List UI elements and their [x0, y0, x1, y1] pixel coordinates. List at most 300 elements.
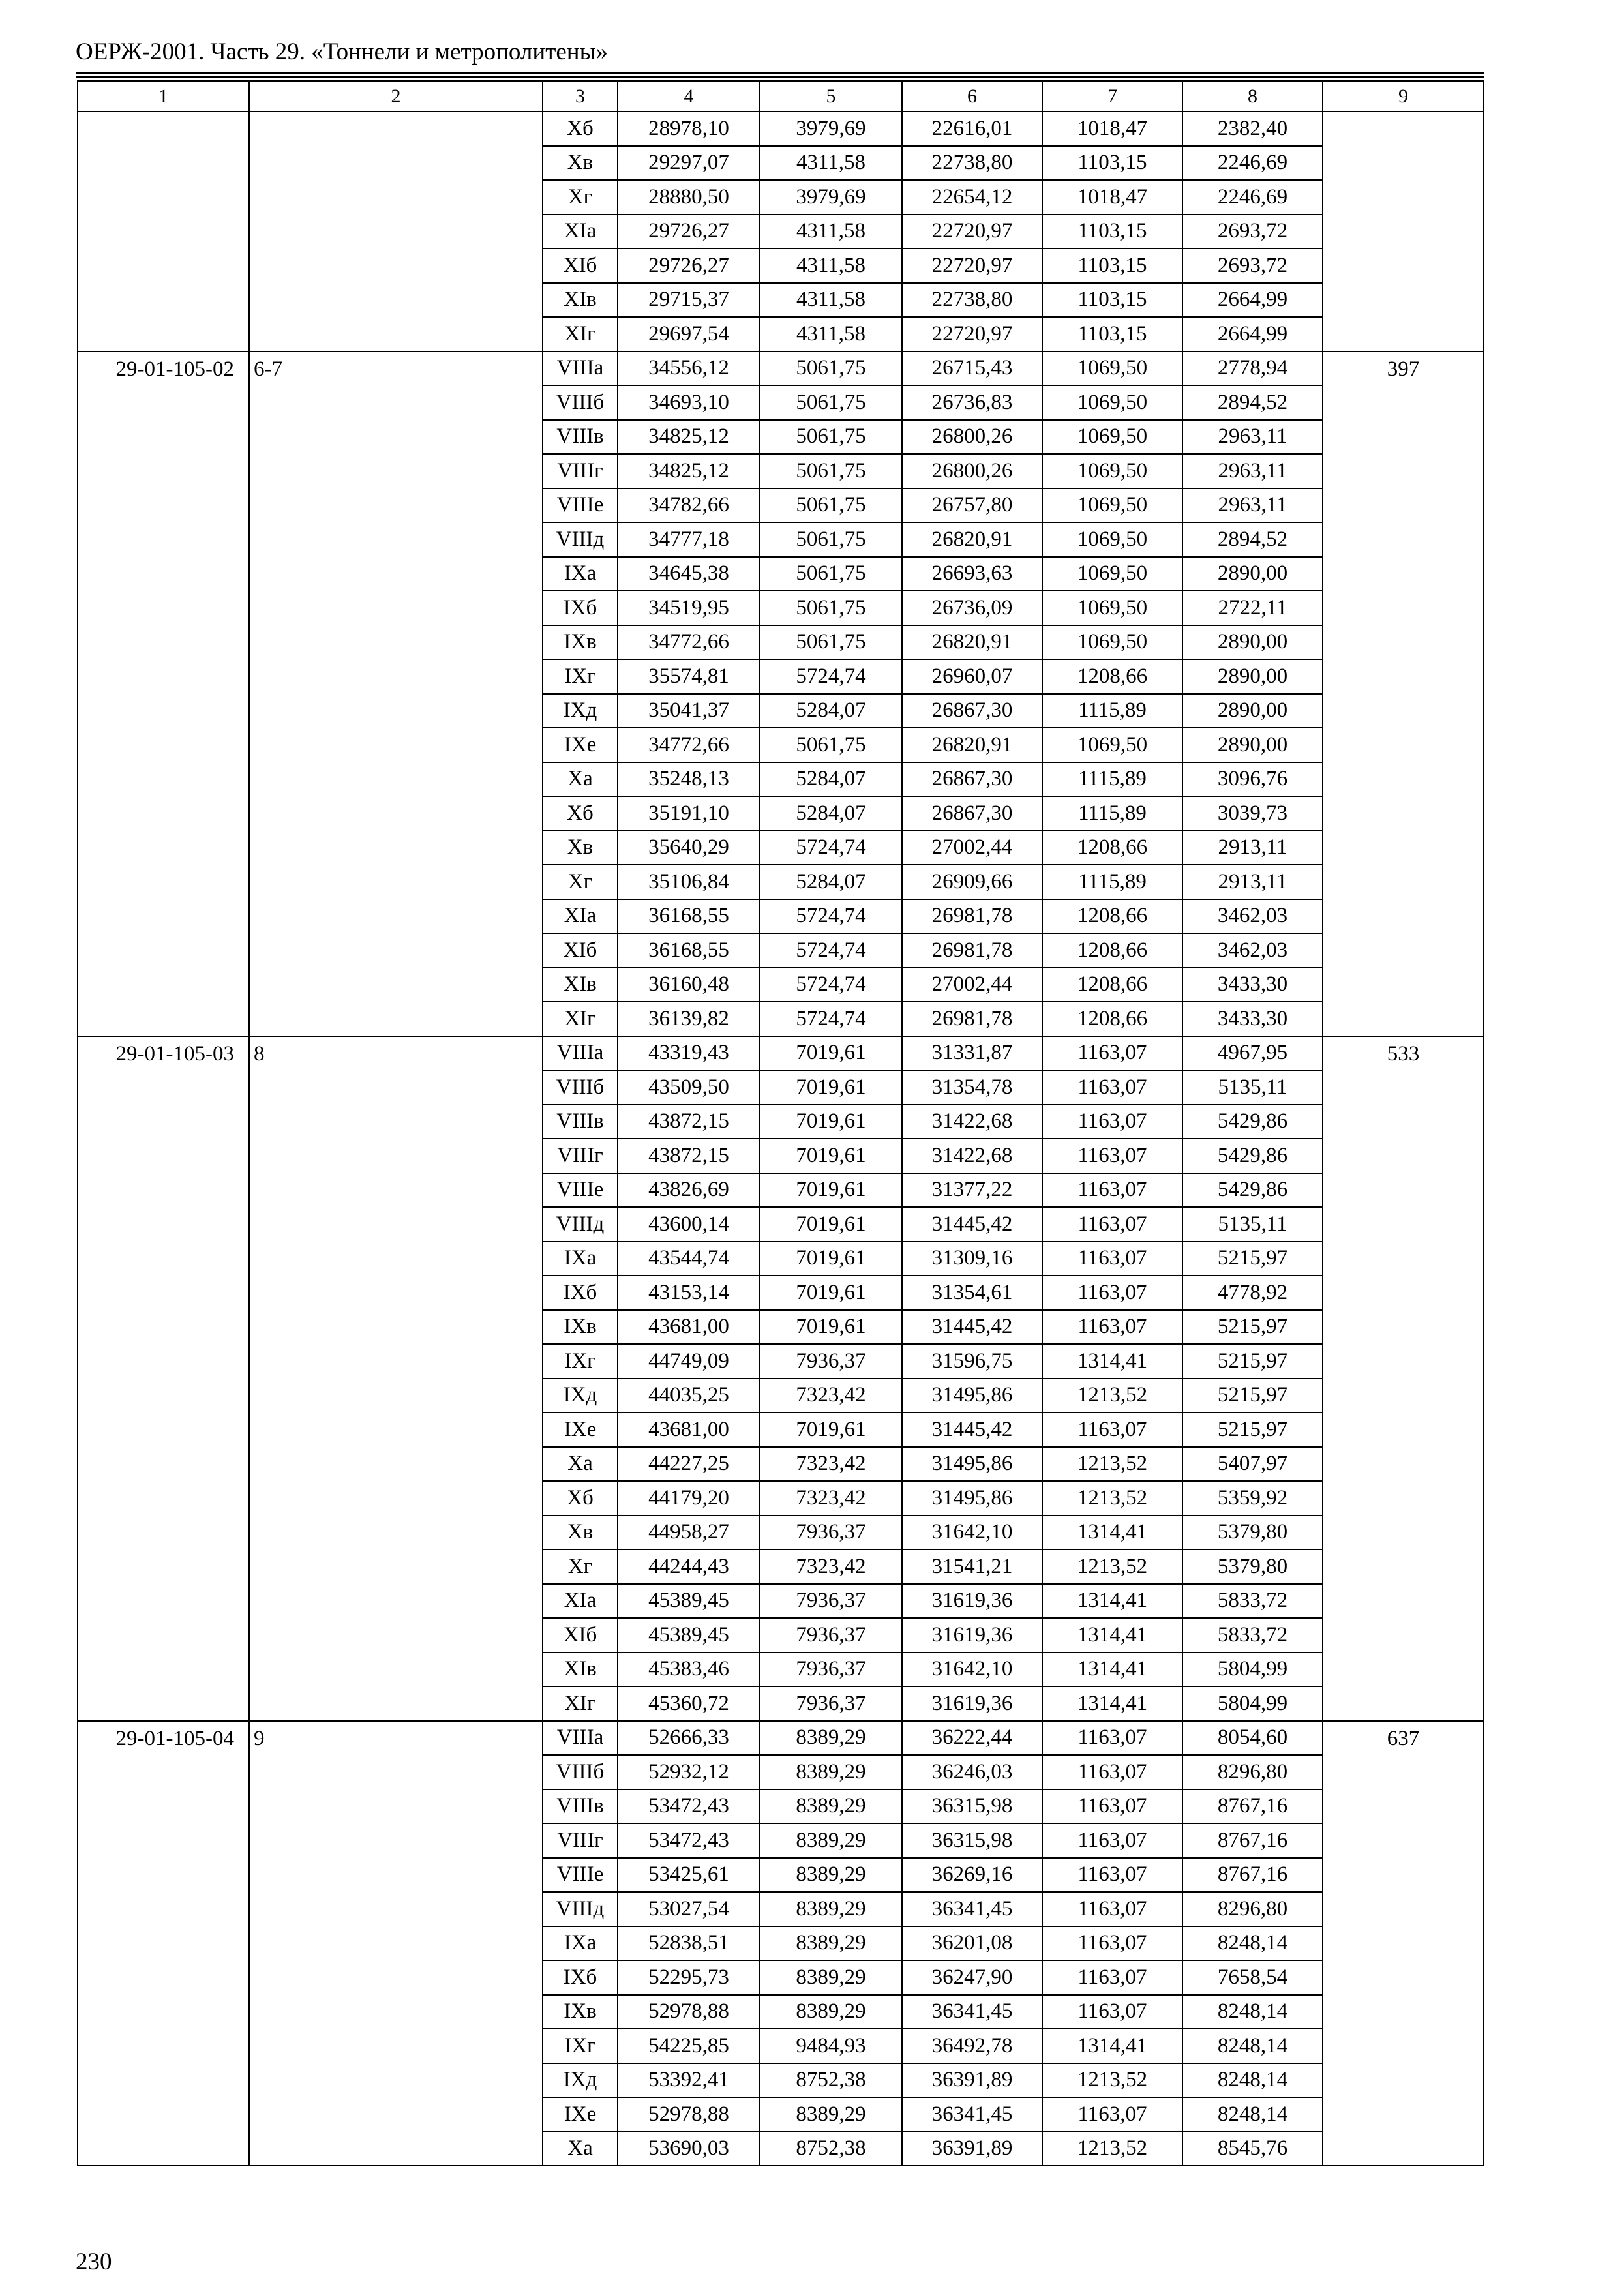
- labor-cost-cell: 8389,29: [760, 1721, 902, 1756]
- materials-cost-cell: 8296,80: [1182, 1892, 1323, 1926]
- materials-cost-cell: 5833,72: [1182, 1584, 1323, 1619]
- total-cost-cell: 43509,50: [618, 1070, 760, 1105]
- labor-cost-cell: 4311,58: [760, 146, 902, 181]
- column-2-cell: 8: [249, 1036, 543, 1721]
- materials-cost-cell: 8248,14: [1182, 2029, 1323, 2063]
- machine-cost-cell: 26909,66: [902, 865, 1042, 899]
- total-cost-cell: 44244,43: [618, 1549, 760, 1584]
- machine-cost-cell: 31445,42: [902, 1413, 1042, 1447]
- operator-wage-cell: 1314,41: [1042, 1653, 1182, 1687]
- category-cell: VIIIв: [543, 1105, 618, 1139]
- category-cell: VIIIе: [543, 488, 618, 523]
- category-cell: VIIIг: [543, 454, 618, 488]
- column-number-cell: 4: [618, 81, 760, 112]
- total-cost-cell: 52666,33: [618, 1721, 760, 1756]
- materials-cost-cell: 2664,99: [1182, 283, 1323, 318]
- labor-cost-cell: 7323,42: [760, 1549, 902, 1584]
- operator-wage-cell: 1115,89: [1042, 762, 1182, 797]
- total-cost-cell: 35041,37: [618, 694, 760, 728]
- category-cell: IXд: [543, 2063, 618, 2098]
- operator-wage-cell: 1163,07: [1042, 1892, 1182, 1926]
- machine-cost-cell: 31495,86: [902, 1379, 1042, 1413]
- operator-wage-cell: 1213,52: [1042, 2132, 1182, 2166]
- category-cell: Xг: [543, 180, 618, 215]
- total-cost-cell: 43319,43: [618, 1036, 760, 1071]
- labor-cost-cell: 5061,75: [760, 591, 902, 625]
- materials-cost-cell: 8248,14: [1182, 1926, 1323, 1961]
- total-cost-cell: 53425,61: [618, 1858, 760, 1893]
- category-cell: IXа: [543, 1242, 618, 1276]
- labor-cost-cell: 7936,37: [760, 1584, 902, 1619]
- category-cell: VIIIд: [543, 1892, 618, 1926]
- labor-cost-cell: 8389,29: [760, 2097, 902, 2132]
- labor-cost-cell: 5061,75: [760, 488, 902, 523]
- machine-cost-cell: 36247,90: [902, 1960, 1042, 1995]
- labor-cost-cell: 8389,29: [760, 1823, 902, 1858]
- operator-wage-cell: 1163,07: [1042, 1173, 1182, 1208]
- category-cell: IXа: [543, 1926, 618, 1961]
- machine-cost-cell: 36341,45: [902, 2097, 1042, 2132]
- operator-wage-cell: 1163,07: [1042, 1139, 1182, 1173]
- operator-wage-cell: 1103,15: [1042, 146, 1182, 181]
- labor-cost-cell: 5061,75: [760, 420, 902, 455]
- machine-cost-cell: 27002,44: [902, 968, 1042, 1002]
- category-cell: IXа: [543, 557, 618, 591]
- labor-cost-cell: 5724,74: [760, 899, 902, 934]
- labor-cost-cell: 5724,74: [760, 1002, 902, 1036]
- labor-cost-cell: 8389,29: [760, 1892, 902, 1926]
- category-cell: IXб: [543, 1276, 618, 1310]
- total-cost-cell: 34645,38: [618, 557, 760, 591]
- total-cost-cell: 34825,12: [618, 420, 760, 455]
- labor-cost-cell: 7019,61: [760, 1276, 902, 1310]
- total-cost-cell: 29697,54: [618, 317, 760, 352]
- operator-wage-cell: 1103,15: [1042, 215, 1182, 249]
- category-cell: Xа: [543, 1447, 618, 1482]
- machine-cost-cell: 36391,89: [902, 2132, 1042, 2166]
- machine-cost-cell: 31619,36: [902, 1584, 1042, 1619]
- total-cost-cell: 43600,14: [618, 1207, 760, 1242]
- column-2-cell: 9: [249, 1721, 543, 2166]
- total-cost-cell: 28880,50: [618, 180, 760, 215]
- category-cell: IXб: [543, 1960, 618, 1995]
- machine-cost-cell: 26981,78: [902, 899, 1042, 934]
- operator-wage-cell: 1163,07: [1042, 1105, 1182, 1139]
- machine-cost-cell: 26693,63: [902, 557, 1042, 591]
- category-cell: Xв: [543, 1516, 618, 1550]
- total-cost-cell: 34519,95: [618, 591, 760, 625]
- operator-wage-cell: 1208,66: [1042, 933, 1182, 968]
- operator-wage-cell: 1163,07: [1042, 1276, 1182, 1310]
- operator-wage-cell: 1163,07: [1042, 1070, 1182, 1105]
- materials-cost-cell: 3039,73: [1182, 796, 1323, 831]
- materials-cost-cell: 2963,11: [1182, 420, 1323, 455]
- total-cost-cell: 52932,12: [618, 1755, 760, 1789]
- materials-cost-cell: 2246,69: [1182, 180, 1323, 215]
- category-cell: VIIIв: [543, 420, 618, 455]
- column-number-cell: 9: [1323, 81, 1484, 112]
- total-cost-cell: 35248,13: [618, 762, 760, 797]
- category-cell: IXв: [543, 1995, 618, 2029]
- total-cost-cell: 36168,55: [618, 933, 760, 968]
- labor-cost-cell: 5061,75: [760, 557, 902, 591]
- materials-cost-cell: 2890,00: [1182, 625, 1323, 660]
- total-cost-cell: 36160,48: [618, 968, 760, 1002]
- materials-cost-cell: 3433,30: [1182, 1002, 1323, 1036]
- category-cell: VIIIб: [543, 1755, 618, 1789]
- total-cost-cell: 35574,81: [618, 659, 760, 694]
- category-cell: Xв: [543, 146, 618, 181]
- operator-wage-cell: 1163,07: [1042, 1789, 1182, 1824]
- total-cost-cell: 34825,12: [618, 454, 760, 488]
- category-cell: VIIIа: [543, 352, 618, 386]
- header-rule: [76, 72, 1484, 74]
- operator-wage-cell: 1213,52: [1042, 1481, 1182, 1516]
- materials-cost-cell: 5429,86: [1182, 1173, 1323, 1208]
- materials-cost-cell: 5379,80: [1182, 1516, 1323, 1550]
- header-rule-secondary: [76, 76, 1484, 78]
- labor-cost-cell: 8389,29: [760, 1960, 902, 1995]
- machine-cost-cell: 26736,83: [902, 385, 1042, 420]
- machine-cost-cell: 31377,22: [902, 1173, 1042, 1208]
- total-cost-cell: 44749,09: [618, 1344, 760, 1379]
- category-cell: IXг: [543, 1344, 618, 1379]
- labor-cost-cell: 7019,61: [760, 1207, 902, 1242]
- materials-cost-cell: 2664,99: [1182, 317, 1323, 352]
- machine-cost-cell: 26820,91: [902, 728, 1042, 762]
- labor-cost-cell: 8389,29: [760, 1858, 902, 1893]
- labor-cost-cell: 7323,42: [760, 1379, 902, 1413]
- operator-wage-cell: 1069,50: [1042, 728, 1182, 762]
- machine-cost-cell: 22720,97: [902, 248, 1042, 283]
- operator-wage-cell: 1208,66: [1042, 831, 1182, 865]
- total-cost-cell: 43153,14: [618, 1276, 760, 1310]
- materials-cost-cell: 2913,11: [1182, 865, 1323, 899]
- labor-cost-cell: 5061,75: [760, 454, 902, 488]
- category-cell: Xб: [543, 112, 618, 146]
- total-cost-cell: 45360,72: [618, 1686, 760, 1721]
- column-number-cell: 1: [78, 81, 249, 112]
- operator-wage-cell: 1103,15: [1042, 317, 1182, 352]
- total-cost-cell: 35191,10: [618, 796, 760, 831]
- category-cell: IXд: [543, 1379, 618, 1413]
- total-cost-cell: 34556,12: [618, 352, 760, 386]
- labor-cost-cell: 5061,75: [760, 728, 902, 762]
- operator-wage-cell: 1018,47: [1042, 180, 1182, 215]
- machine-cost-cell: 26981,78: [902, 933, 1042, 968]
- materials-cost-cell: 5215,97: [1182, 1413, 1323, 1447]
- materials-cost-cell: 2890,00: [1182, 557, 1323, 591]
- column-number-cell: 6: [902, 81, 1042, 112]
- labor-cost-cell: 7019,61: [760, 1036, 902, 1071]
- total-cost-cell: 43872,15: [618, 1105, 760, 1139]
- operator-wage-cell: 1314,41: [1042, 1516, 1182, 1550]
- machine-cost-cell: 26715,43: [902, 352, 1042, 386]
- total-cost-cell: 45389,45: [618, 1618, 760, 1653]
- rate-code-cell: 29-01-105-02: [78, 352, 249, 1036]
- labor-cost-cell: 5724,74: [760, 933, 902, 968]
- total-cost-cell: 34772,66: [618, 728, 760, 762]
- labor-cost-cell: 3979,69: [760, 180, 902, 215]
- materials-cost-cell: 2890,00: [1182, 694, 1323, 728]
- labor-cost-cell: 4311,58: [760, 317, 902, 352]
- category-cell: VIIIг: [543, 1823, 618, 1858]
- operator-wage-cell: 1103,15: [1042, 248, 1182, 283]
- labor-cost-cell: 7936,37: [760, 1618, 902, 1653]
- machine-cost-cell: 31495,86: [902, 1447, 1042, 1482]
- operator-wage-cell: 1163,07: [1042, 1926, 1182, 1961]
- table-row: [78, 112, 1484, 146]
- category-cell: Xг: [543, 1549, 618, 1584]
- total-cost-cell: 43681,00: [618, 1413, 760, 1447]
- operator-wage-cell: 1163,07: [1042, 1721, 1182, 1756]
- machine-cost-cell: 36201,08: [902, 1926, 1042, 1961]
- labor-cost-cell: 8389,29: [760, 1995, 902, 2029]
- total-cost-cell: 43872,15: [618, 1139, 760, 1173]
- labor-cost-cell: 7323,42: [760, 1447, 902, 1482]
- machine-cost-cell: 26981,78: [902, 1002, 1042, 1036]
- total-cost-cell: 52295,73: [618, 1960, 760, 1995]
- operator-wage-cell: 1163,07: [1042, 2097, 1182, 2132]
- total-cost-cell: 29297,07: [618, 146, 760, 181]
- labor-cost-cell: 7019,61: [760, 1139, 902, 1173]
- materials-cost-cell: 2963,11: [1182, 454, 1323, 488]
- machine-cost-cell: 22738,80: [902, 146, 1042, 181]
- machine-cost-cell: 36341,45: [902, 1892, 1042, 1926]
- category-cell: IXв: [543, 1310, 618, 1345]
- materials-cost-cell: 8545,76: [1182, 2132, 1323, 2166]
- machine-cost-cell: 26757,80: [902, 488, 1042, 523]
- operator-wage-cell: 1163,07: [1042, 1960, 1182, 1995]
- materials-cost-cell: 3462,03: [1182, 933, 1323, 968]
- machine-cost-cell: 26820,91: [902, 522, 1042, 557]
- machine-cost-cell: 31422,68: [902, 1139, 1042, 1173]
- operator-wage-cell: 1115,89: [1042, 865, 1182, 899]
- operator-wage-cell: 1208,66: [1042, 659, 1182, 694]
- labor-cost-cell: 4311,58: [760, 248, 902, 283]
- machine-cost-cell: 36315,98: [902, 1823, 1042, 1858]
- labor-cost-cell: 5061,75: [760, 522, 902, 557]
- labor-cost-cell: 5061,75: [760, 352, 902, 386]
- labor-cost-cell: 3979,69: [760, 112, 902, 146]
- category-cell: IXе: [543, 728, 618, 762]
- page-header: ОЕРЖ-2001. Часть 29. «Тоннели и метрополитены»: [76, 38, 608, 65]
- labor-cost-cell: 7936,37: [760, 1344, 902, 1379]
- operator-wage-cell: 1115,89: [1042, 796, 1182, 831]
- total-cost-cell: 52838,51: [618, 1926, 760, 1961]
- machine-cost-cell: 22654,12: [902, 180, 1042, 215]
- materials-cost-cell: 5215,97: [1182, 1379, 1323, 1413]
- category-cell: VIIIб: [543, 1070, 618, 1105]
- category-cell: XIа: [543, 1584, 618, 1619]
- labor-cost-cell: 8752,38: [760, 2132, 902, 2166]
- materials-cost-cell: 2693,72: [1182, 248, 1323, 283]
- total-cost-cell: 44035,25: [618, 1379, 760, 1413]
- machine-cost-cell: 31495,86: [902, 1481, 1042, 1516]
- machine-cost-cell: 31309,16: [902, 1242, 1042, 1276]
- total-cost-cell: 54225,85: [618, 2029, 760, 2063]
- rate-code-cell: 29-01-105-03: [78, 1036, 249, 1721]
- category-cell: Xв: [543, 831, 618, 865]
- total-cost-cell: 43544,74: [618, 1242, 760, 1276]
- category-cell: XIв: [543, 968, 618, 1002]
- total-cost-cell: 44958,27: [618, 1516, 760, 1550]
- materials-cost-cell: 4778,92: [1182, 1276, 1323, 1310]
- category-cell: VIIIе: [543, 1858, 618, 1893]
- category-cell: VIIIе: [543, 1173, 618, 1208]
- materials-cost-cell: 2246,69: [1182, 146, 1323, 181]
- labor-cost-cell: 7936,37: [760, 1653, 902, 1687]
- labor-cost-cell: 7019,61: [760, 1105, 902, 1139]
- machine-cost-cell: 31422,68: [902, 1105, 1042, 1139]
- machine-cost-cell: 31642,10: [902, 1653, 1042, 1687]
- operator-wage-cell: 1213,52: [1042, 2063, 1182, 2098]
- machine-cost-cell: 31541,21: [902, 1549, 1042, 1584]
- total-cost-cell: 35106,84: [618, 865, 760, 899]
- column-2-cell: 6-7: [249, 352, 543, 1036]
- category-cell: Xг: [543, 865, 618, 899]
- category-cell: IXб: [543, 591, 618, 625]
- machine-cost-cell: 31445,42: [902, 1310, 1042, 1345]
- total-cost-cell: 53472,43: [618, 1789, 760, 1824]
- operator-wage-cell: 1163,07: [1042, 1755, 1182, 1789]
- operator-wage-cell: 1314,41: [1042, 2029, 1182, 2063]
- materials-cost-cell: 3433,30: [1182, 968, 1323, 1002]
- materials-cost-cell: 2778,94: [1182, 352, 1323, 386]
- materials-cost-cell: 2963,11: [1182, 488, 1323, 523]
- labor-hours-cell: 637: [1323, 1721, 1484, 2166]
- machine-cost-cell: 26867,30: [902, 796, 1042, 831]
- table-row: [78, 1036, 1484, 1071]
- machine-cost-cell: 31354,61: [902, 1276, 1042, 1310]
- column-2-cell: [249, 112, 543, 352]
- category-cell: IXе: [543, 2097, 618, 2132]
- machine-cost-cell: 31354,78: [902, 1070, 1042, 1105]
- materials-cost-cell: 2722,11: [1182, 591, 1323, 625]
- labor-cost-cell: 8752,38: [760, 2063, 902, 2098]
- operator-wage-cell: 1069,50: [1042, 625, 1182, 660]
- total-cost-cell: 53027,54: [618, 1892, 760, 1926]
- machine-cost-cell: 22720,97: [902, 215, 1042, 249]
- materials-cost-cell: 7658,54: [1182, 1960, 1323, 1995]
- total-cost-cell: 29726,27: [618, 248, 760, 283]
- machine-cost-cell: 36341,45: [902, 1995, 1042, 2029]
- machine-cost-cell: 31445,42: [902, 1207, 1042, 1242]
- materials-cost-cell: 2913,11: [1182, 831, 1323, 865]
- total-cost-cell: 34777,18: [618, 522, 760, 557]
- machine-cost-cell: 26960,07: [902, 659, 1042, 694]
- operator-wage-cell: 1069,50: [1042, 420, 1182, 455]
- category-cell: IXд: [543, 694, 618, 728]
- rates-table: [77, 80, 1484, 2166]
- labor-cost-cell: 5284,07: [760, 865, 902, 899]
- labor-cost-cell: 7936,37: [760, 1686, 902, 1721]
- operator-wage-cell: 1069,50: [1042, 385, 1182, 420]
- operator-wage-cell: 1103,15: [1042, 283, 1182, 318]
- labor-cost-cell: 5724,74: [760, 968, 902, 1002]
- materials-cost-cell: 5407,97: [1182, 1447, 1323, 1482]
- total-cost-cell: 29715,37: [618, 283, 760, 318]
- labor-cost-cell: 8389,29: [760, 1926, 902, 1961]
- category-cell: VIIIб: [543, 385, 618, 420]
- operator-wage-cell: 1163,07: [1042, 1036, 1182, 1071]
- total-cost-cell: 45383,46: [618, 1653, 760, 1687]
- labor-cost-cell: 5061,75: [760, 625, 902, 660]
- materials-cost-cell: 5804,99: [1182, 1653, 1323, 1687]
- operator-wage-cell: 1314,41: [1042, 1686, 1182, 1721]
- total-cost-cell: 34772,66: [618, 625, 760, 660]
- category-cell: IXг: [543, 659, 618, 694]
- materials-cost-cell: 8054,60: [1182, 1721, 1323, 1756]
- total-cost-cell: 52978,88: [618, 2097, 760, 2132]
- total-cost-cell: 34782,66: [618, 488, 760, 523]
- machine-cost-cell: 26736,09: [902, 591, 1042, 625]
- operator-wage-cell: 1069,50: [1042, 488, 1182, 523]
- materials-cost-cell: 2890,00: [1182, 728, 1323, 762]
- operator-wage-cell: 1163,07: [1042, 1823, 1182, 1858]
- operator-wage-cell: 1163,07: [1042, 1995, 1182, 2029]
- total-cost-cell: 29726,27: [618, 215, 760, 249]
- materials-cost-cell: 8248,14: [1182, 2063, 1323, 2098]
- machine-cost-cell: 31642,10: [902, 1516, 1042, 1550]
- operator-wage-cell: 1018,47: [1042, 112, 1182, 146]
- category-cell: XIб: [543, 933, 618, 968]
- category-cell: Xа: [543, 762, 618, 797]
- category-cell: Xа: [543, 2132, 618, 2166]
- operator-wage-cell: 1208,66: [1042, 1002, 1182, 1036]
- total-cost-cell: 53690,03: [618, 2132, 760, 2166]
- machine-cost-cell: 27002,44: [902, 831, 1042, 865]
- labor-cost-cell: 5284,07: [760, 762, 902, 797]
- column-number-cell: 5: [760, 81, 902, 112]
- labor-cost-cell: 4311,58: [760, 283, 902, 318]
- labor-cost-cell: 5061,75: [760, 385, 902, 420]
- category-cell: VIIIа: [543, 1036, 618, 1071]
- column-number-cell: 7: [1042, 81, 1182, 112]
- materials-cost-cell: 5215,97: [1182, 1344, 1323, 1379]
- materials-cost-cell: 5429,86: [1182, 1105, 1323, 1139]
- operator-wage-cell: 1069,50: [1042, 591, 1182, 625]
- materials-cost-cell: 2382,40: [1182, 112, 1323, 146]
- operator-wage-cell: 1163,07: [1042, 1207, 1182, 1242]
- labor-cost-cell: 5284,07: [760, 796, 902, 831]
- total-cost-cell: 45389,45: [618, 1584, 760, 1619]
- machine-cost-cell: 26867,30: [902, 762, 1042, 797]
- machine-cost-cell: 36492,78: [902, 2029, 1042, 2063]
- category-cell: Xб: [543, 1481, 618, 1516]
- materials-cost-cell: 8296,80: [1182, 1755, 1323, 1789]
- operator-wage-cell: 1069,50: [1042, 352, 1182, 386]
- machine-cost-cell: 26800,26: [902, 420, 1042, 455]
- total-cost-cell: 35640,29: [618, 831, 760, 865]
- operator-wage-cell: 1213,52: [1042, 1447, 1182, 1482]
- operator-wage-cell: 1163,07: [1042, 1858, 1182, 1893]
- category-cell: IXв: [543, 625, 618, 660]
- labor-cost-cell: 8389,29: [760, 1789, 902, 1824]
- table-row: [78, 352, 1484, 386]
- materials-cost-cell: 2894,52: [1182, 385, 1323, 420]
- category-cell: VIIIд: [543, 522, 618, 557]
- total-cost-cell: 53392,41: [618, 2063, 760, 2098]
- materials-cost-cell: 8767,16: [1182, 1823, 1323, 1858]
- operator-wage-cell: 1213,52: [1042, 1379, 1182, 1413]
- labor-cost-cell: 4311,58: [760, 215, 902, 249]
- category-cell: XIг: [543, 1002, 618, 1036]
- materials-cost-cell: 8248,14: [1182, 2097, 1323, 2132]
- materials-cost-cell: 5215,97: [1182, 1242, 1323, 1276]
- materials-cost-cell: 5429,86: [1182, 1139, 1323, 1173]
- labor-cost-cell: 5284,07: [760, 694, 902, 728]
